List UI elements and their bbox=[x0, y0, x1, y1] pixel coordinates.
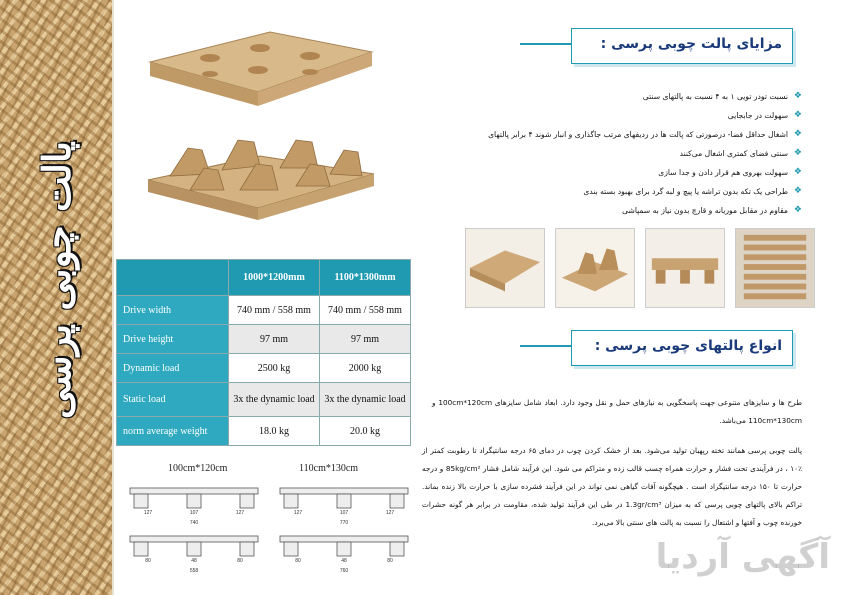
features-list bbox=[402, 87, 802, 220]
row-value: 2500 kg bbox=[229, 354, 320, 383]
table-row bbox=[117, 325, 411, 354]
list-item: ❖ اشغال حداقل فضا- درصورتی که پالت ها در ردیفهای مرتب جاگذاری و انبار شوند ۴ برابر پالتهای bbox=[402, 125, 802, 144]
dim-label: 127 bbox=[143, 510, 153, 516]
dim-label: 80 bbox=[295, 558, 301, 564]
types-heading-box bbox=[571, 330, 793, 366]
row-value: 740 mm / 558 mm bbox=[320, 296, 411, 325]
list-item: ❖ نسبت تودر تویی ۱ به ۴ نسبت به پالتهای سنتی bbox=[402, 87, 802, 106]
table-row bbox=[117, 296, 411, 325]
types-heading: انواع پالتهای چوبی پرسی : bbox=[594, 338, 782, 354]
row-value: 3x the dynamic load bbox=[229, 383, 320, 417]
features-heading: مزایای پالت چوبی پرسی : bbox=[600, 36, 782, 52]
drawing-title-right: 110cm*130cm bbox=[299, 463, 359, 474]
row-label: Dynamic load bbox=[117, 354, 229, 383]
drawing-left bbox=[124, 478, 264, 578]
dim-label: 760 bbox=[339, 568, 349, 574]
list-item: ❖ سنتی فضای کمتری اشغال می‌کنند bbox=[402, 144, 802, 163]
dim-label: 558 bbox=[189, 568, 199, 574]
dim-label: 740 bbox=[189, 520, 199, 526]
row-value: 97 mm bbox=[229, 325, 320, 354]
dim-label: 48 bbox=[341, 558, 347, 564]
list-item: ❖ سهولت در جابجایی bbox=[402, 106, 802, 125]
dim-label: 770 bbox=[339, 520, 349, 526]
row-value: 18.0 kg bbox=[229, 417, 320, 446]
page-divider bbox=[112, 0, 114, 595]
heading-rule bbox=[520, 43, 572, 45]
row-label: Drive width bbox=[117, 296, 229, 325]
dim-label: 80 bbox=[237, 558, 243, 564]
table-row bbox=[117, 354, 411, 383]
dim-label: 127 bbox=[235, 510, 245, 516]
dim-label: 80 bbox=[387, 558, 393, 564]
pallet-photo-top bbox=[140, 22, 380, 114]
table-header-size-1: 1000*1200mm bbox=[229, 260, 320, 296]
row-value: 3x the dynamic load bbox=[320, 383, 411, 417]
thumbnail-photo bbox=[465, 228, 545, 308]
table-row bbox=[117, 417, 411, 446]
thumbnail-photo bbox=[645, 228, 725, 308]
dim-label: 127 bbox=[293, 510, 303, 516]
drawing-title-left: 100cm*120cm bbox=[168, 463, 228, 474]
pallet-photo-bottom bbox=[140, 128, 380, 228]
types-intro: طرح ها و سایزهای متنوعی جهت پاسخگویی به نیازهای حمل و نقل وجود دارد. ابعاد شامل سایزهای 100cm*120cm و 110cm*130cm می‌باشد. bbox=[432, 398, 802, 425]
thumbnail-photo bbox=[735, 228, 815, 308]
dim-label: 48 bbox=[191, 558, 197, 564]
row-value: 2000 kg bbox=[320, 354, 411, 383]
heading-rule bbox=[520, 345, 572, 347]
row-label: norm average weight bbox=[117, 417, 229, 446]
list-item: ❖ طراحی یک تکه بدون تراشه یا پیچ و لبه گرد برای بهبود بسته بندی bbox=[402, 182, 802, 201]
row-label: Static load bbox=[117, 383, 229, 417]
row-value: 20.0 kg bbox=[320, 417, 411, 446]
side-title: پالت چوبی پرسی bbox=[33, 141, 79, 419]
features-heading-box bbox=[571, 28, 793, 64]
table-header-empty bbox=[117, 260, 229, 296]
dim-label: 107 bbox=[339, 510, 349, 516]
spec-table bbox=[116, 259, 411, 446]
list-item: ❖ مقاوم در مقابل موریانه و قارچ بدون نیاز به سمپاشی bbox=[402, 201, 802, 220]
drawing-right bbox=[274, 478, 414, 578]
row-value: 97 mm bbox=[320, 325, 411, 354]
watermark-logo: آگهی آردیا bbox=[655, 537, 830, 577]
thumbnail-photo bbox=[555, 228, 635, 308]
process-text: پالت چوبی پرسی همانند تخته رپهبان تولید می‌شود. بعد از خشک کردن چوب در دمای ۶۵ درجه سانتیگراد تا رطوبت کمتر از ٪۱۰ ، در فرآیندی تحت فشار و حرارت همراه چسب قالب زده و متراکم می شود. این فرآیند شامل فشار 85kg/cm² و درجه حرارت تا ۱۵۰ درجه سانتیگراد است . هیچگونه آفات گیاهی نمی تواند در این فرآیند فشرده سازی با حرارت بالا زنده بماند. تراکم بالای پالتهای چوبی پرسی که به میزان 1.3gr/cm³ در طی این فرآیند تولید شده، مقاومت در برابر هر گونه حشرات خورنده چوب و آفتها و اشتعال را نسبت به پالت های سنتی بالا می‌برد. bbox=[422, 446, 803, 527]
row-value: 740 mm / 558 mm bbox=[229, 296, 320, 325]
table-row bbox=[117, 383, 411, 417]
list-item: ❖ سهولت بهروی هم قرار دادن و جدا سازی bbox=[402, 163, 802, 182]
dim-label: 107 bbox=[189, 510, 199, 516]
row-label: Drive height bbox=[117, 325, 229, 354]
dim-label: 80 bbox=[145, 558, 151, 564]
dim-label: 127 bbox=[385, 510, 395, 516]
table-header-size-2: 1100*1300mm bbox=[320, 260, 411, 296]
